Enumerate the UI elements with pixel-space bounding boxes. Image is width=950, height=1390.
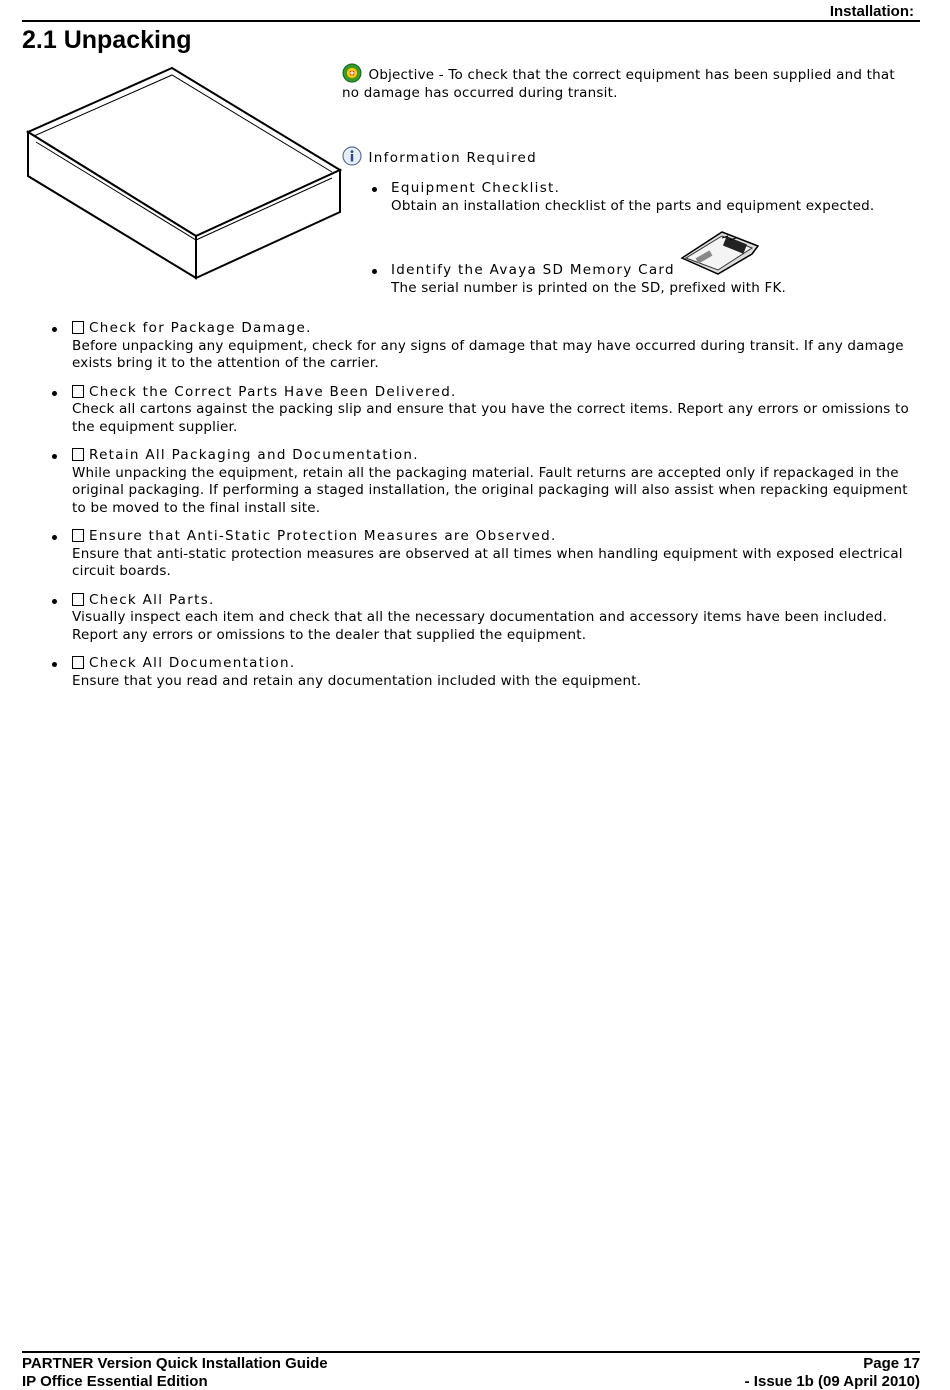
info-item-body: Obtain an installation checklist of the parts and equipment expected.	[391, 197, 875, 214]
checklist-item	[52, 384, 912, 437]
sd-memory-card-illustration	[678, 228, 762, 276]
footer-page-number: Page 17	[863, 1355, 920, 1372]
checklist-item-title: Check All Parts.	[89, 591, 215, 608]
checkbox[interactable]	[72, 529, 84, 542]
checkbox[interactable]	[72, 593, 84, 606]
checkbox[interactable]	[72, 656, 84, 669]
header-rule	[22, 20, 920, 22]
information-list	[372, 180, 874, 215]
bullet	[52, 454, 57, 459]
package-box-illustration	[24, 64, 344, 284]
info-item-title: Identify the Avaya SD Memory Card	[391, 262, 675, 278]
checkbox[interactable]	[72, 321, 84, 334]
checklist-item	[52, 655, 912, 690]
checklist-item-title: Check All Documentation.	[89, 655, 296, 671]
checklist-item	[52, 447, 912, 517]
bullet	[52, 535, 57, 540]
bullet	[52, 327, 57, 332]
objective-block	[342, 63, 902, 102]
info-item-body: The serial number is printed on the SD, prefixed with FK.	[391, 279, 787, 296]
checklist-item	[52, 528, 912, 581]
checklist-item-body: Ensure that you read and retain any documentation included with the equipment.	[72, 672, 642, 689]
checklist-item-title: Check the Correct Parts Have Been Delivered.	[89, 383, 457, 400]
checkbox[interactable]	[72, 385, 84, 398]
checklist-item-title: Retain All Packaging and Documentation.	[89, 447, 419, 463]
checklist-item-body: Check all cartons against the packing slip and ensure that you have the correct items. Report any errors or omissions to the equipment supplier.	[72, 401, 909, 435]
footer-guide-title: PARTNER Version Quick Installation Guide	[22, 1355, 328, 1372]
bullet	[52, 662, 57, 667]
checklist-item-body: While unpacking the equipment, retain all the packaging material. Fault returns are accepted only if repackaged in the original packaging. If performing a staged installation, the original packaging will also assist when repacking equipment to be moved to the final install site.	[72, 464, 908, 516]
objective-target-icon	[342, 63, 362, 83]
checklist-item	[52, 592, 912, 645]
information-icon	[342, 146, 362, 166]
checklist-item-title: Ensure that Anti-Static Protection Measures are Observed.	[89, 528, 557, 544]
checklist-item-body: Ensure that anti-static protection measures are observed at all times when handling equipment with exposed electrical circuit boards.	[72, 545, 903, 579]
footer-edition: IP Office Essential Edition	[22, 1373, 208, 1390]
bullet	[52, 391, 57, 396]
checklist-item	[52, 320, 912, 373]
info-item-title: Equipment Checklist.	[391, 180, 561, 196]
footer-issue: - Issue 1b (09 April 2010)	[744, 1373, 920, 1390]
list-item	[372, 180, 874, 215]
checklist	[52, 320, 912, 701]
checkbox[interactable]	[72, 448, 84, 461]
checklist-item-body: Before unpacking any equipment, check for any signs of damage that may have occurred during transit. If any damage exists bring it to the attention of the carrier.	[72, 337, 904, 371]
information-heading-block	[342, 146, 537, 168]
page-title: 2.1 Unpacking	[22, 26, 192, 54]
bullet	[52, 599, 57, 604]
bullet	[372, 187, 377, 192]
checklist-item-body: Visually inspect each item and check that all the necessary documentation and accessory items have been included. Report any errors or omissions to the dealer that supplied the equipment.	[72, 609, 888, 643]
information-heading: Information Required	[368, 150, 538, 166]
footer-rule	[22, 1351, 920, 1353]
checklist-item-title: Check for Package Damage.	[89, 320, 312, 336]
objective-text: Objective - To check that the correct equipment has been supplied and that no damage has occurred during transit.	[342, 67, 895, 101]
bullet	[372, 269, 377, 274]
header-section-label: Installation:	[829, 3, 914, 20]
